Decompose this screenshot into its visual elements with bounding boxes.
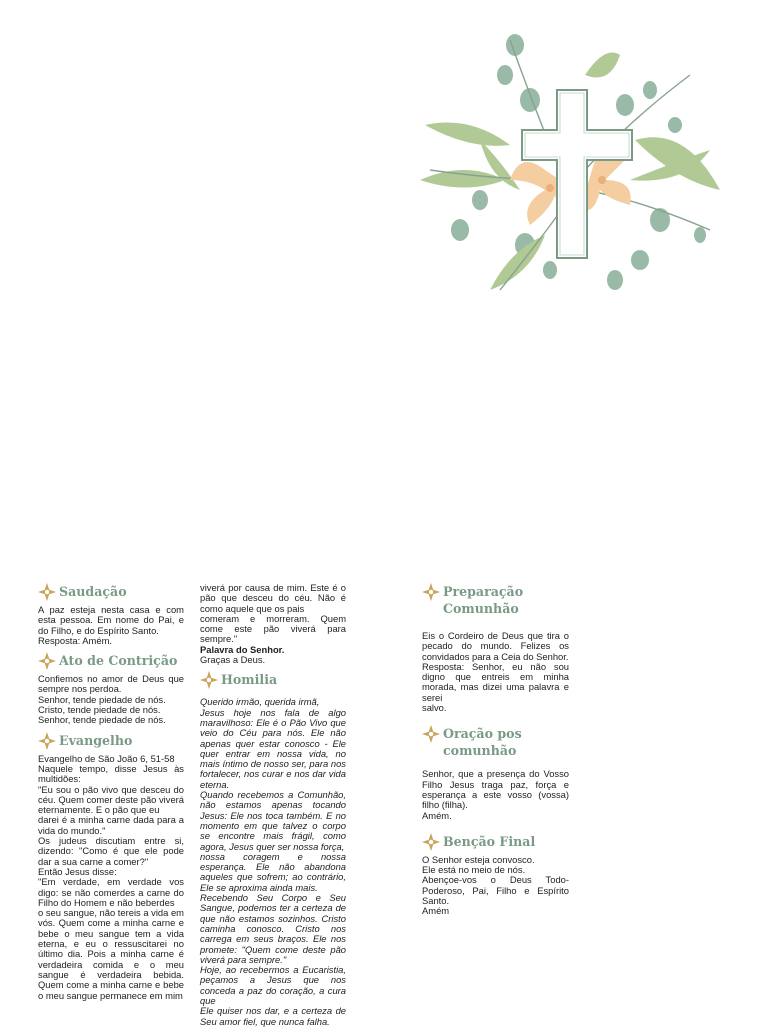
paragraph: viverá por causa de mim. Este é o pão que desceu do céu. Não é como aquele que os pais <box>200 582 346 614</box>
paragraph: A paz esteja nesta casa e com esta pessoa. Em nome do Pai, e do Filho, e do Espírito Santo. <box>38 604 184 636</box>
paragraph: "Eu sou o pão vivo que desceu do céu. Quem comer deste pão viverá eternamente. E o pão que eu <box>38 783 184 816</box>
paragraph: Jesus hoje nos fala de algo maravilhoso: Ele é o Pão Vivo que veio do Céu para nós. Ele não apenas quer estar conosco - Ele quer entrar em nossa vida, no mais íntimo de nosso ser, para nos fortalecer, nos curar e nos dar vida eterna. <box>200 706 346 790</box>
paragraph: O Senhor esteja convosco. <box>422 853 535 865</box>
paragraph: Hoje, ao recebermos a Eucaristia, peçamos a Jesus que nos conceda a paz do coração, a cura que <box>200 964 346 1006</box>
paragraph: Quando recebemos a Comunhão, não estamos apenas tocando Jesus: Ele nos toca também. E no momento em que talvez o corpo se encontre mais frágil, como agora, Jesus quer ser nossa força, <box>200 789 346 852</box>
section-heading-evangelho: Evangelho <box>38 732 184 750</box>
column-middle <box>200 583 346 1027</box>
paragraph: Abençoe-vos o Deus Todo-Poderoso, Pai, Filho e Espírito Santo. <box>422 874 569 907</box>
paragraph: Confiemos no amor de Deus que sempre nos perdoa. <box>38 673 184 695</box>
column-left <box>38 583 184 1001</box>
paragraph: nossa coragem e nossa esperança. Ele não abandona aqueles que sofrem; ao contrário, Ele se aproxima ainda mais. <box>200 850 346 893</box>
star-ornament-icon <box>422 583 440 601</box>
paragraph: Cristo, tende piedade de nós. <box>38 704 161 716</box>
paragraph: comeram e morreram. Quem come este pão viverá para sempre." <box>200 612 346 645</box>
paragraph: salvo. <box>422 702 447 714</box>
paragraph: Senhor, tende piedade de nós. <box>38 693 166 705</box>
paragraph: darei é a minha carne dada para a vida do mundo." <box>38 814 184 836</box>
paragraph: Eis o Cordeiro de Deus que tira o pecado do mundo. Felizes os convidados para a Ceia do Senhor. <box>422 630 569 662</box>
paragraph: Senhor, que a presença do Vosso Filho Jesus traga paz, força e esperança a este vosso (vossa) filho (filha). <box>422 768 569 811</box>
paragraph: Ele quiser nos dar, e a certeza de Seu amor fiel, que nunca falha. <box>200 1005 346 1027</box>
paragraph: Evangelho de São João 6, 51-58 <box>38 752 175 764</box>
section-heading-bencao-final: Benção Final <box>422 833 569 851</box>
paragraph: Querido irmão, querida irmã, <box>200 696 320 708</box>
paragraph: Resposta: Amém. <box>38 634 112 646</box>
star-ornament-icon <box>38 732 56 750</box>
column-right <box>422 583 569 917</box>
paragraph: Os judeus discutiam entre si, dizendo: "Como é que ele pode dar a sua carne a comer?" <box>38 835 184 867</box>
paragraph: Naquele tempo, disse Jesus às multidões: <box>38 762 184 785</box>
paragraph: Senhor, tende piedade de nós. <box>38 714 166 726</box>
star-ornament-icon <box>38 652 56 670</box>
palavra-do-senhor: Palavra do Senhor. <box>200 643 285 655</box>
paragraph: "Em verdade, em verdade vos digo: se não comerdes a carne do Filho do Homem e não beberdes <box>38 876 184 908</box>
paragraph: Amém <box>422 905 450 917</box>
star-ornament-icon <box>422 833 440 851</box>
paragraph: Então Jesus disse: <box>38 865 117 877</box>
paragraph: Recebendo Seu Corpo e Seu Sangue, podemos ter a certeza de que não estamos sozinhos. Cristo caminha conosco. Cristo nos carrega em seus braços. Ele nos promete: "Quem come deste pão viverá para sempre." <box>200 892 346 965</box>
section-heading-saudacao: Saudação <box>38 583 184 601</box>
paragraph: Resposta: Senhor, eu não sou digno que entreis em minha morada, mas dizei uma palavra e serei <box>422 660 569 703</box>
section-heading-homilia: Homilia <box>200 671 346 689</box>
star-ornament-icon <box>38 583 56 601</box>
star-ornament-icon <box>422 725 440 743</box>
section-heading-oracao-pos-comunhao: Oração pos comunhão <box>422 725 569 759</box>
paragraph: Amém. <box>422 809 452 821</box>
star-ornament-icon <box>200 671 218 689</box>
gracas-a-deus: Graças a Deus. <box>200 654 266 666</box>
paragraph: Ele está no meio de nós. <box>422 864 526 876</box>
paragraph: o seu sangue, não tereis a vida em vós. Quem come a minha carne e bebe o meu sangue tem a vida eterna, e eu o ressuscitarei no último dia. Pois a minha carne é verdadeira comida e o meu sangue é verdadeira bebida. Quem come a minha carne e bebe o meu sangue permanece em mim <box>38 907 184 1001</box>
section-heading-preparacao: Preparação Comunhão <box>422 583 569 617</box>
section-heading-contricao: Ato de Contrição <box>38 652 184 670</box>
floral-cross-illustration <box>410 30 730 310</box>
